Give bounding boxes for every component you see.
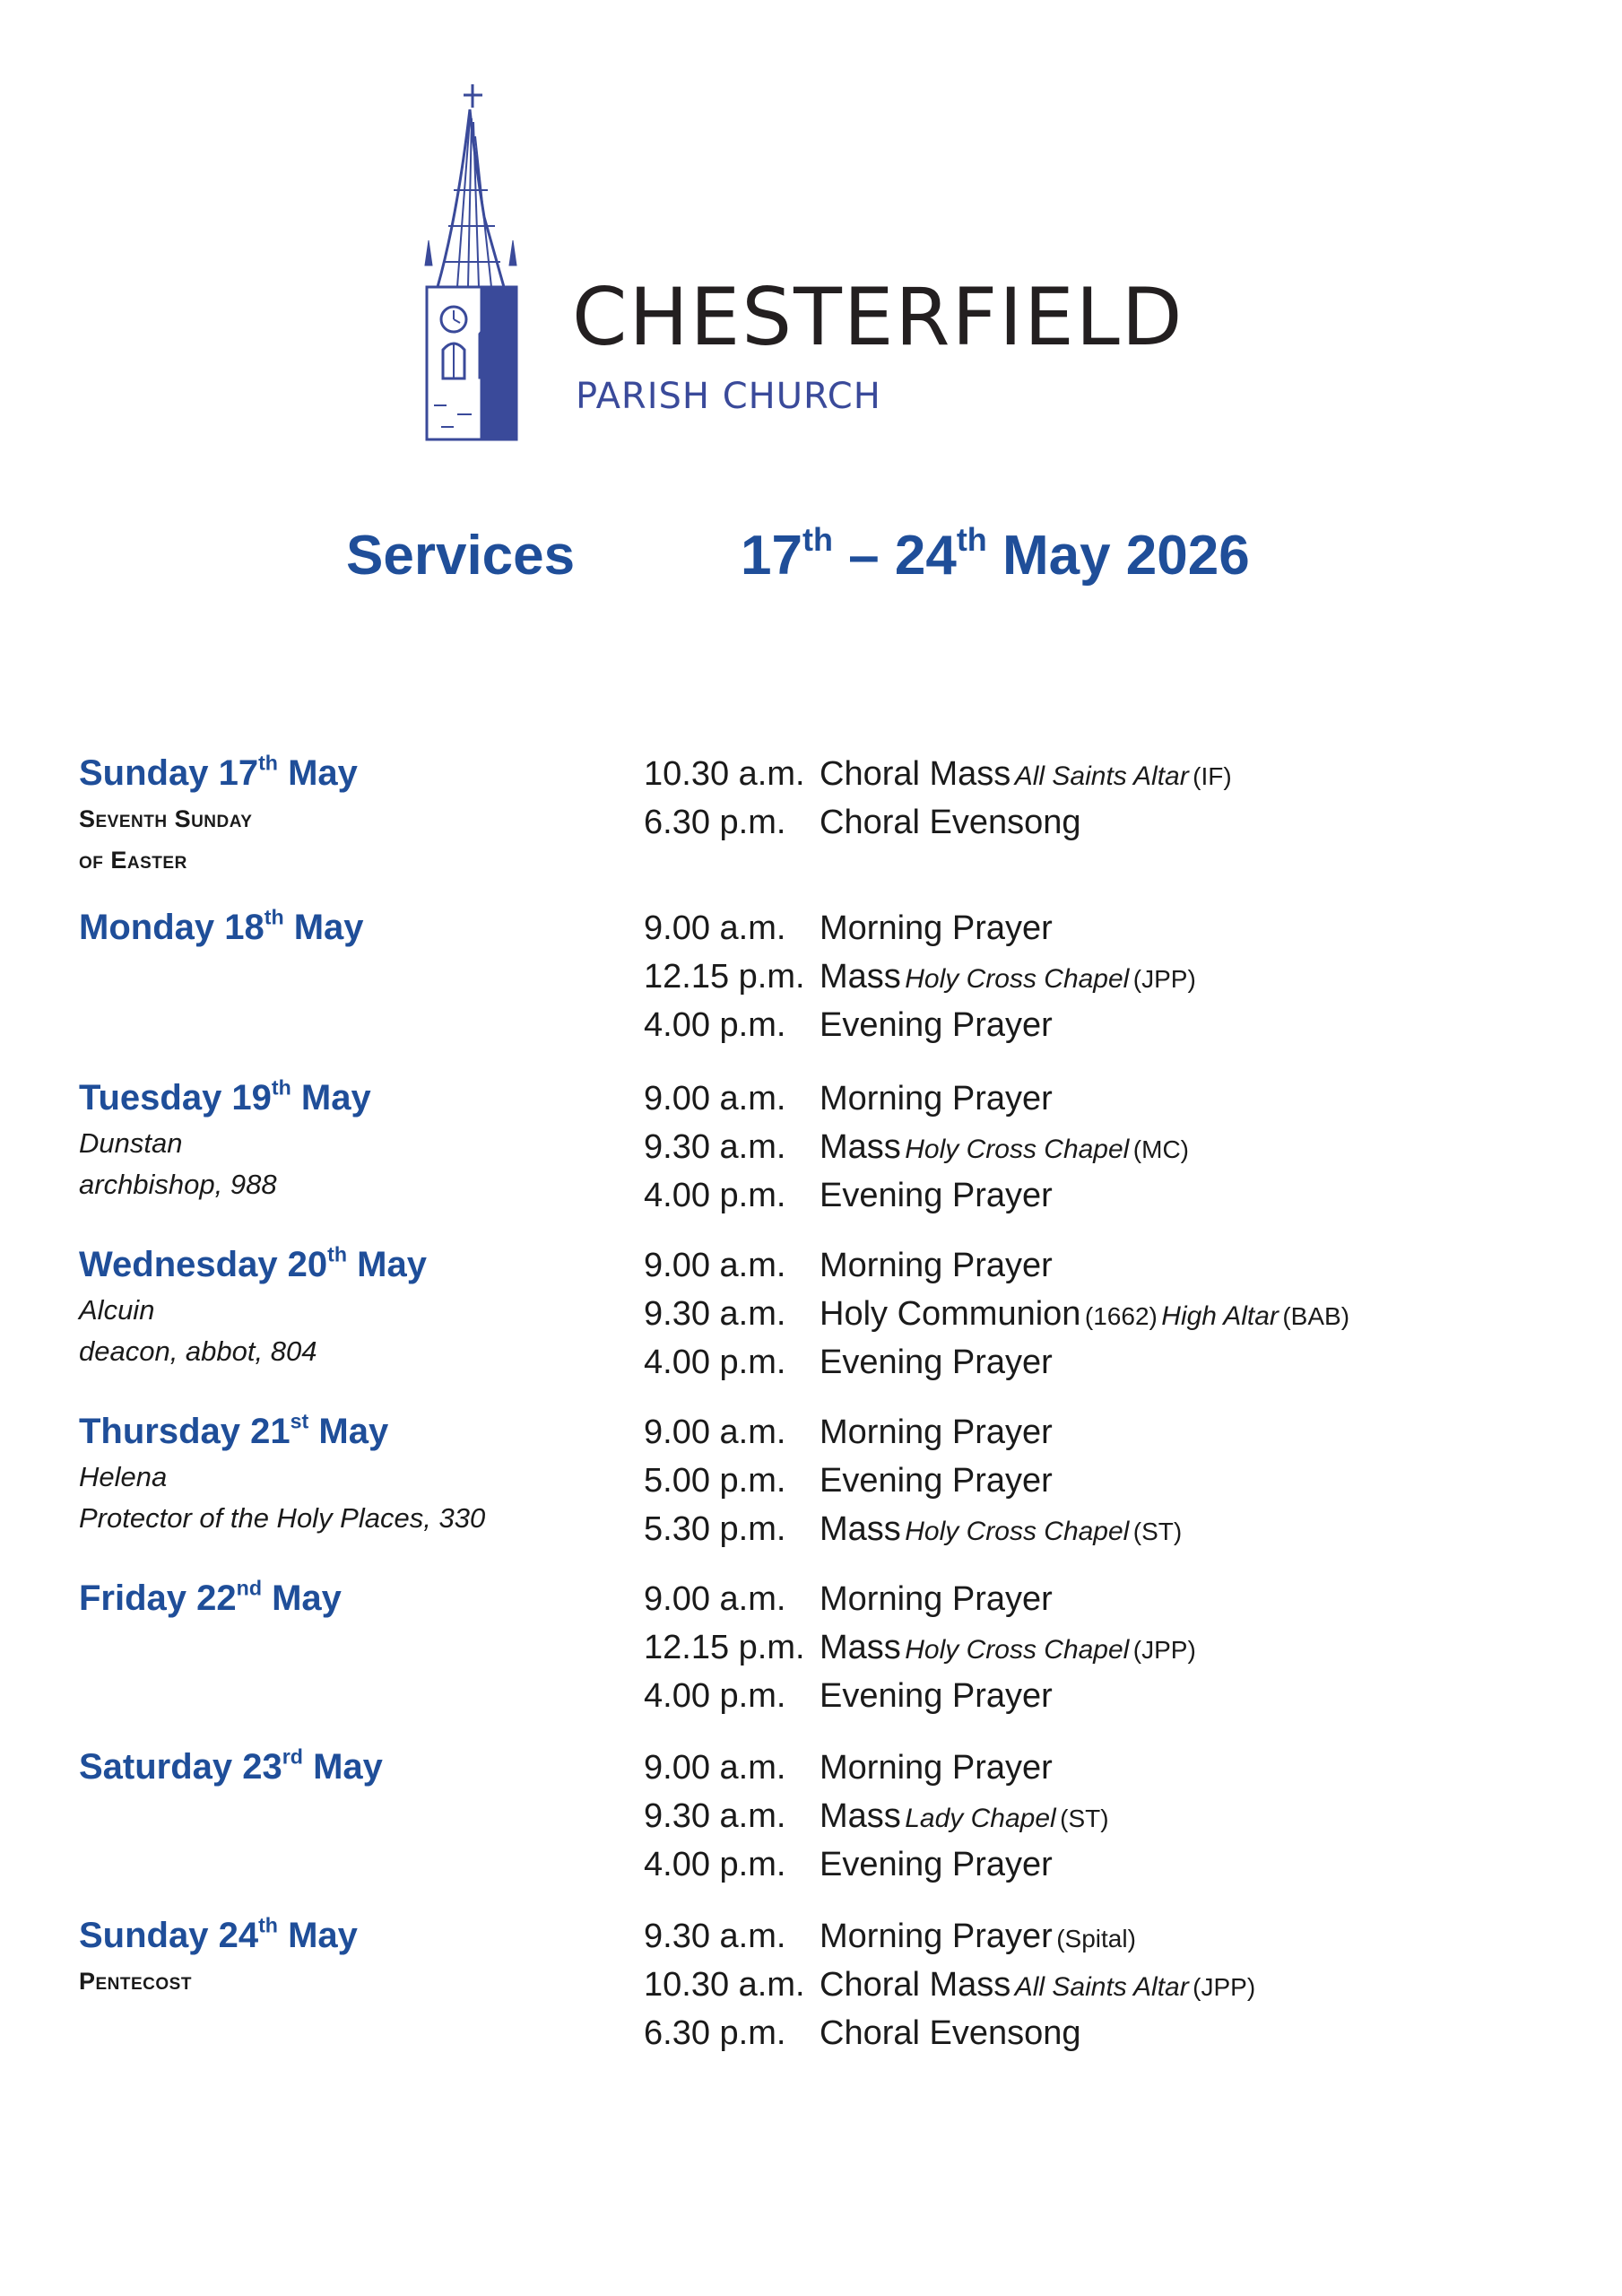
service-row [644,1241,1549,1290]
service-time: 9.00 a.m. [644,1080,786,1118]
service-name: Evening Prayer [820,1344,1053,1381]
date-dash: – [832,525,895,587]
day-month: May [277,1916,358,1955]
service-schedule [79,750,1549,2057]
service-time: 9.00 a.m. [644,1580,786,1618]
day-date: Tuesday 19 [79,1078,272,1118]
page-title [0,520,1622,592]
service-row [644,1505,1549,1553]
day-block [79,750,1549,883]
service-row [644,2009,1549,2057]
day-date: Saturday 23 [79,1747,282,1787]
service-name: Choral Evensong [820,2014,1081,2052]
start-day: 17 [741,525,802,587]
day-month: May [302,1747,383,1787]
service-name: Evening Prayer [820,1846,1053,1883]
day-header [79,750,635,881]
service-time: 12.15 p.m. [644,1629,805,1666]
services-heading: Services [346,525,576,587]
service-row [644,904,1549,952]
officiant-initials: (BAB) [1282,1302,1350,1330]
service-list [644,1408,1549,1553]
service-time: 6.30 p.m. [644,804,786,841]
date-range [741,520,1250,592]
service-name: Mass [820,958,901,996]
service-name: Mass [820,1510,901,1548]
officiant-initials: (MC) [1132,1135,1189,1163]
commemoration-note: Protector of the Holy Places, 330 [79,1502,486,1534]
day-block [79,1074,1549,1220]
month-year: May 2026 [986,525,1250,587]
service-time: 9.30 a.m. [644,1797,786,1835]
service-location: Holy Cross Chapel [905,1517,1130,1546]
service-row [644,1575,1549,1623]
day-month: May [283,908,364,947]
commemoration-note: Alcuin [79,1294,155,1326]
commemoration-note: Helena [79,1461,168,1492]
officiant-initials: (IF) [1193,762,1232,790]
liturgical-day-note: Pentecost [79,1968,192,1995]
service-list [644,1575,1549,1720]
service-list [644,904,1549,1049]
service-row [644,1001,1549,1049]
service-location: High Altar [1161,1301,1279,1331]
service-name: Mass [820,1629,901,1666]
officiant-initials: (JPP) [1132,965,1196,993]
service-name: Choral Evensong [820,804,1081,841]
day-month: May [347,1245,427,1284]
service-name: Morning Prayer [820,1918,1053,1955]
service-time: 5.30 p.m. [644,1510,786,1548]
service-name: Evening Prayer [820,1677,1053,1715]
service-time: 4.00 p.m. [644,1846,786,1883]
service-location: All Saints Altar [1014,761,1189,791]
service-row [644,1338,1549,1387]
service-time: 12.15 p.m. [644,958,805,996]
liturgical-day-note: Seventh Sunday [79,805,253,832]
day-header [79,1575,635,1623]
service-list [644,750,1549,847]
service-name: Evening Prayer [820,1462,1053,1500]
service-time: 9.30 a.m. [644,1918,786,1955]
service-time: 9.00 a.m. [644,1749,786,1787]
day-date: Monday 18 [79,908,265,947]
service-name: Mass [820,1128,901,1166]
service-list [644,1074,1549,1220]
church-logo [421,83,1193,450]
day-date: Thursday 21 [79,1412,291,1451]
day-title [79,1073,635,1123]
day-ordinal-suffix: th [327,1242,348,1266]
day-header [79,1074,635,1205]
service-time: 9.00 a.m. [644,1413,786,1451]
day-ordinal-suffix: th [264,905,284,929]
service-name: Evening Prayer [820,1006,1053,1044]
day-month: May [308,1412,389,1451]
service-row [644,1457,1549,1505]
day-date: Sunday 24 [79,1916,259,1955]
day-month: May [277,753,358,793]
service-name: Morning Prayer [820,909,1053,947]
service-row [644,952,1549,1001]
service-time: 4.00 p.m. [644,1006,786,1044]
service-time: 4.00 p.m. [644,1344,786,1381]
service-time: 9.00 a.m. [644,909,786,947]
day-block [79,1912,1549,2057]
service-name: Holy Communion [820,1295,1081,1333]
service-row [644,750,1549,798]
day-header [79,1744,635,1792]
service-time: 6.30 p.m. [644,2014,786,2052]
day-ordinal-suffix: nd [236,1576,262,1600]
service-row [644,1840,1549,1889]
day-title [79,1573,635,1623]
officiant-initials: (ST) [1060,1805,1109,1832]
church-name: CHESTERFIELD [572,271,1184,363]
service-time: 9.00 a.m. [644,1247,786,1284]
service-name: Choral Mass [820,755,1011,793]
service-row [644,1792,1549,1840]
end-suffix: th [956,521,987,559]
service-name: Morning Prayer [820,1413,1053,1451]
commemoration-note: archbishop, 988 [79,1169,277,1200]
service-time: 5.00 p.m. [644,1462,786,1500]
day-month: May [291,1078,371,1118]
service-time: 9.30 a.m. [644,1128,786,1166]
service-qualifier: (Spital) [1056,1925,1136,1952]
service-list [644,1744,1549,1889]
day-date: Sunday 17 [79,753,259,793]
end-day: 24 [894,525,957,587]
day-block [79,904,1549,1049]
day-block [79,1241,1549,1387]
day-title [79,1910,635,1961]
day-ordinal-suffix: th [258,751,278,775]
day-title [79,902,635,952]
service-row [644,1171,1549,1220]
service-row [644,1623,1549,1672]
commemoration-note: Dunstan [79,1127,183,1159]
service-location: Holy Cross Chapel [905,1635,1130,1665]
service-row [644,1074,1549,1123]
day-title [79,748,635,798]
day-header [79,1408,635,1539]
day-header [79,1912,635,2002]
service-row [644,1961,1549,2009]
day-month: May [261,1578,342,1618]
service-time: 4.00 p.m. [644,1177,786,1214]
crooked-spire-icon [421,83,556,441]
service-time: 4.00 p.m. [644,1677,786,1715]
service-row [644,1123,1549,1171]
service-name: Choral Mass [820,1966,1011,2004]
service-row [644,1744,1549,1792]
service-time: 9.30 a.m. [644,1295,786,1333]
church-subtitle: PARISH CHURCH [576,376,881,417]
service-name: Evening Prayer [820,1177,1053,1214]
service-list [644,1241,1549,1387]
service-location: Holy Cross Chapel [905,964,1130,994]
service-qualifier: (1662) [1084,1302,1158,1330]
day-ordinal-suffix: st [290,1409,309,1433]
day-header [79,1241,635,1372]
liturgical-day-note: of Easter [79,847,187,874]
service-name: Morning Prayer [820,1580,1053,1618]
day-title [79,1239,635,1290]
day-block [79,1744,1549,1889]
day-ordinal-suffix: th [258,1913,278,1937]
commemoration-note: deacon, abbot, 804 [79,1335,317,1367]
service-time: 10.30 a.m. [644,755,805,793]
service-name: Morning Prayer [820,1080,1053,1118]
day-ordinal-suffix: th [271,1075,291,1100]
service-row [644,1290,1549,1338]
service-row [644,1912,1549,1961]
service-location: All Saints Altar [1014,1972,1189,2002]
day-title [79,1742,635,1792]
service-row [644,1408,1549,1457]
day-block [79,1575,1549,1720]
day-ordinal-suffix: rd [282,1744,303,1769]
service-name: Mass [820,1797,901,1835]
officiant-initials: (JPP) [1193,1973,1256,2001]
day-header [79,904,635,952]
service-location: Holy Cross Chapel [905,1135,1130,1164]
service-row [644,798,1549,847]
service-name: Morning Prayer [820,1749,1053,1787]
day-block [79,1408,1549,1553]
start-suffix: th [802,521,833,559]
service-location: Lady Chapel [905,1804,1056,1833]
service-name: Morning Prayer [820,1247,1053,1284]
officiant-initials: (ST) [1132,1518,1183,1545]
service-list [644,1912,1549,2057]
day-title [79,1406,635,1457]
officiant-initials: (JPP) [1132,1636,1196,1664]
service-time: 10.30 a.m. [644,1966,805,2004]
day-date: Friday 22 [79,1578,237,1618]
service-row [644,1672,1549,1720]
day-date: Wednesday 20 [79,1245,328,1284]
